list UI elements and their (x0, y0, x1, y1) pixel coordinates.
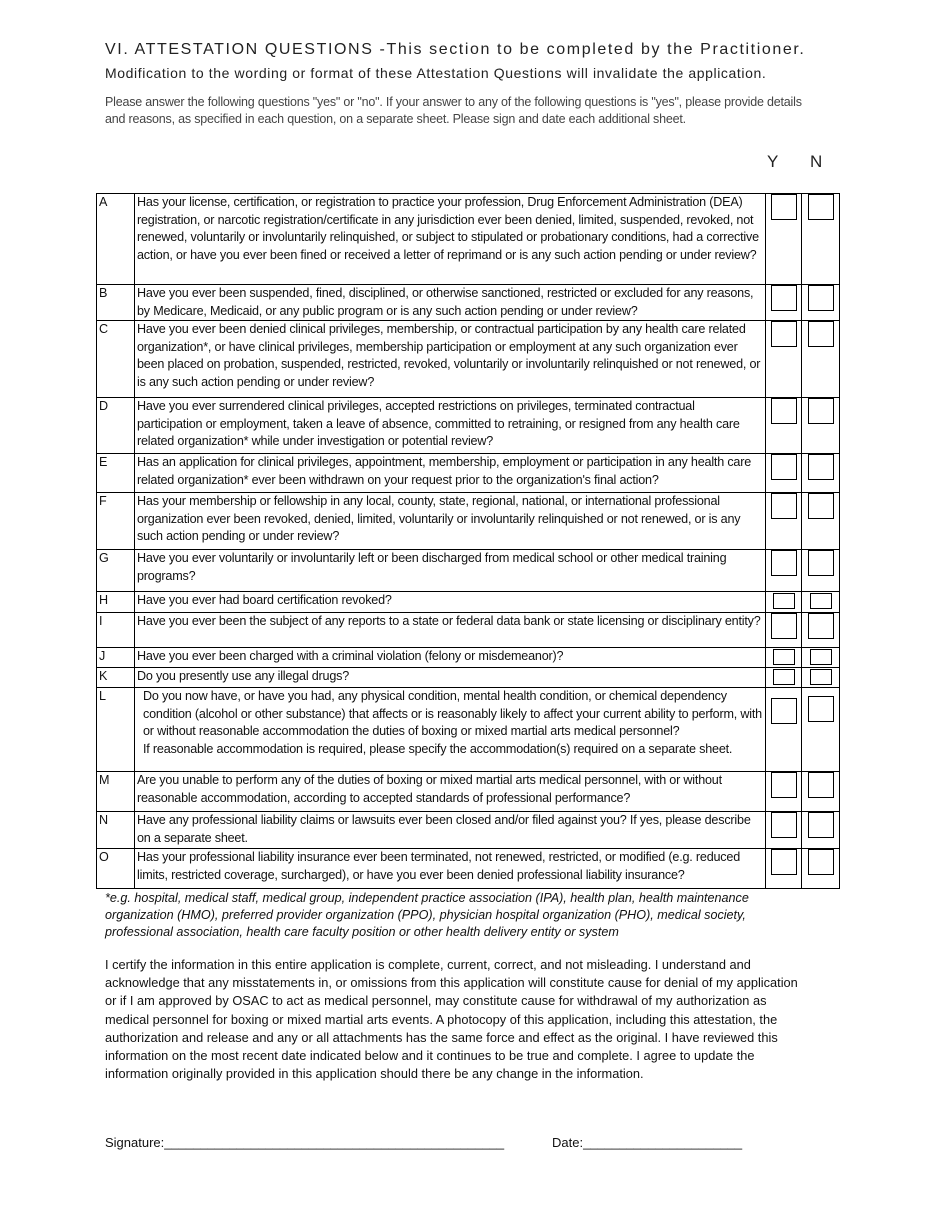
question-row (97, 668, 840, 688)
attestation-questions-table (96, 193, 840, 889)
no-checkbox[interactable] (808, 772, 834, 798)
section-title: VI. ATTESTATION QUESTIONS -This section to be completed by the Practitioner. (105, 41, 806, 58)
no-checkbox[interactable] (808, 849, 834, 875)
question-row (97, 648, 840, 668)
signature-line[interactable]: Signature:_______________________________________________ (105, 1135, 505, 1150)
question-row (97, 613, 840, 648)
question-row (97, 493, 840, 550)
question-text: Are you unable to perform any of the duties of boxing or mixed martial arts medical personnel, with or without reasonable accommodation, according to accepted standards of professional performance? (135, 772, 766, 812)
question-text: Has your professional liability insurance ever been terminated, not renewed, restricted, or modified (e.g. reduced limits, restricted coverage, surcharged), or have you ever been denied professional liability insurance? (135, 849, 766, 889)
question-row (97, 285, 840, 321)
question-row (97, 592, 840, 613)
no-checkbox[interactable] (808, 696, 834, 722)
yes-checkbox[interactable] (771, 550, 797, 576)
yes-checkbox[interactable] (771, 321, 797, 347)
yes-checkbox[interactable] (771, 454, 797, 480)
yes-checkbox[interactable] (773, 649, 795, 665)
question-text: Have you ever been suspended, fined, disciplined, or otherwise sanctioned, restricted or excluded for any reasons, by Medicare, Medicaid, or any public program or is any such action pending or under review? (135, 285, 766, 321)
question-letter: G (97, 550, 135, 592)
question-letter: E (97, 454, 135, 493)
question-text: Have any professional liability claims or lawsuits ever been closed and/or filed against you? If yes, please describe on a separate sheet. (135, 812, 766, 849)
yes-checkbox[interactable] (771, 849, 797, 875)
instructions: Please answer the following questions "yes" or "no". If your answer to any of the following questions is "yes", please provide details and reasons, as specified in each question, on a separate sheet. Please sign and date each additional sheet. (105, 95, 802, 126)
question-text: Have you ever voluntarily or involuntarily left or been discharged from medical school or other medical training programs? (135, 550, 766, 592)
question-row (97, 688, 840, 772)
question-subtext: If reasonable accommodation is required, please specify the accommodation(s) required on a separate sheet. (143, 741, 733, 756)
question-text: Do you presently use any illegal drugs? (135, 668, 766, 688)
no-checkbox[interactable] (808, 454, 834, 480)
no-checkbox[interactable] (808, 194, 834, 220)
certification-statement: I certify the information in this entire application is complete, current, correct, and not misleading. I understand and acknowledge that any misstatements in, or omissions from this application will constitute cause for denial of my application or if I am approved by OSAC to act as medical personnel, may constitute cause for withdrawal of my authorization as medical personnel for boxing or mixed martial arts events. A photocopy of this application, including this attestation, the authorization and release and any or all attachments has the same force and effect as the original. I have reviewed this information on the most recent date indicated below and it continues to be true and complete. I agree to update the information originally provided in this application should there be any change in the information. (105, 957, 798, 1082)
question-text: Have you ever been charged with a criminal violation (felony or misdemeanor)? (135, 648, 766, 668)
question-row (97, 849, 840, 889)
no-checkbox[interactable] (808, 613, 834, 639)
question-letter: C (97, 321, 135, 398)
no-checkbox[interactable] (808, 812, 834, 838)
question-row (97, 550, 840, 592)
yes-checkbox[interactable] (771, 493, 797, 519)
no-checkbox[interactable] (810, 649, 832, 665)
question-letter: N (97, 812, 135, 849)
question-letter: L (97, 688, 135, 772)
question-row (97, 194, 840, 285)
question-letter: M (97, 772, 135, 812)
question-text: Has your membership or fellowship in any local, county, state, regional, national, or international professional organization ever been revoked, denied, limited, voluntarily or involuntarily relinquished or not renewed, or is any such action pending or under review? (135, 493, 766, 550)
yes-checkbox[interactable] (771, 398, 797, 424)
question-letter: H (97, 592, 135, 613)
no-checkbox[interactable] (808, 550, 834, 576)
yes-checkbox[interactable] (771, 812, 797, 838)
question-row (97, 812, 840, 849)
question-text: Has an application for clinical privileges, appointment, membership, employment or participation in any health care related organization* ever been withdrawn on your request prior to the organization's final action? (135, 454, 766, 493)
yes-checkbox[interactable] (773, 593, 795, 609)
question-letter: D (97, 398, 135, 454)
question-row (97, 772, 840, 812)
question-text: Have you ever surrendered clinical privileges, accepted restrictions on privileges, terminated contractual participation or employment, taken a leave of absence, committed to retraining, or resigned from any health care related organization* while under investigation or potential review? (135, 398, 766, 454)
question-text: Have you ever had board certification revoked? (135, 592, 766, 613)
no-checkbox[interactable] (808, 321, 834, 347)
question-row (97, 398, 840, 454)
question-letter: J (97, 648, 135, 668)
no-checkbox[interactable] (810, 669, 832, 685)
no-checkbox[interactable] (808, 398, 834, 424)
question-row (97, 321, 840, 398)
question-text: Have you ever been denied clinical privileges, membership, or contractual participation by any health care related organization*, or have clinical privileges, membership participation or employment at any such organization ever been placed on probation, suspended, restricted, revoked, voluntarily or involuntarily relinquished or not renewed, or is any such action pending or under review? (135, 321, 766, 398)
question-text: Do you now have, or have you had, any physical condition, mental health condition, or chemical dependency condition (alcohol or other substance) that affects or is reasonably likely to affect your current ability to perform, with or without reasonable accommodation the duties of boxing or mixed martial arts medical personnel? (143, 689, 762, 738)
question-letter: A (97, 194, 135, 285)
footnote: *e.g. hospital, medical staff, medical group, independent practice association (IPA), health plan, health maintenance organization (HMO), preferred provider organization (PPO), physician hospital organization (PHO), medical society, professional association, health care faculty position or other health delivery entity or system (105, 891, 749, 939)
question-letter: B (97, 285, 135, 321)
yes-checkbox[interactable] (771, 698, 797, 724)
question-letter: I (97, 613, 135, 648)
yes-column-header: Y (767, 152, 779, 171)
no-checkbox[interactable] (808, 493, 834, 519)
no-checkbox[interactable] (810, 593, 832, 609)
question-text: Have you ever been the subject of any reports to a state or federal data bank or state licensing or disciplinary entity? (135, 613, 766, 648)
yes-checkbox[interactable] (771, 194, 797, 220)
yes-checkbox[interactable] (771, 772, 797, 798)
yes-checkbox[interactable] (771, 285, 797, 311)
question-letter: O (97, 849, 135, 889)
question-row (97, 454, 840, 493)
no-checkbox[interactable] (808, 285, 834, 311)
yes-checkbox[interactable] (771, 613, 797, 639)
no-column-header: N (810, 152, 823, 171)
date-line[interactable]: Date:______________________ (552, 1135, 743, 1150)
yes-checkbox[interactable] (773, 669, 795, 685)
section-subtitle: Modification to the wording or format of these Attestation Questions will invalidate the application. (105, 65, 767, 81)
question-text: Has your license, certification, or registration to practice your profession, Drug Enforcement Administration (DEA) registration, or narcotic registration/certificate in any jurisdiction ever been denied, limited, suspended, revoked, not renewed, voluntarily or involuntarily relinquished, or subject to stipulated or probationary conditions, had a corrective action, or have you ever been fined or received a letter of reprimand or is any such action pending or under review? (135, 194, 766, 285)
question-letter: F (97, 493, 135, 550)
question-letter: K (97, 668, 135, 688)
